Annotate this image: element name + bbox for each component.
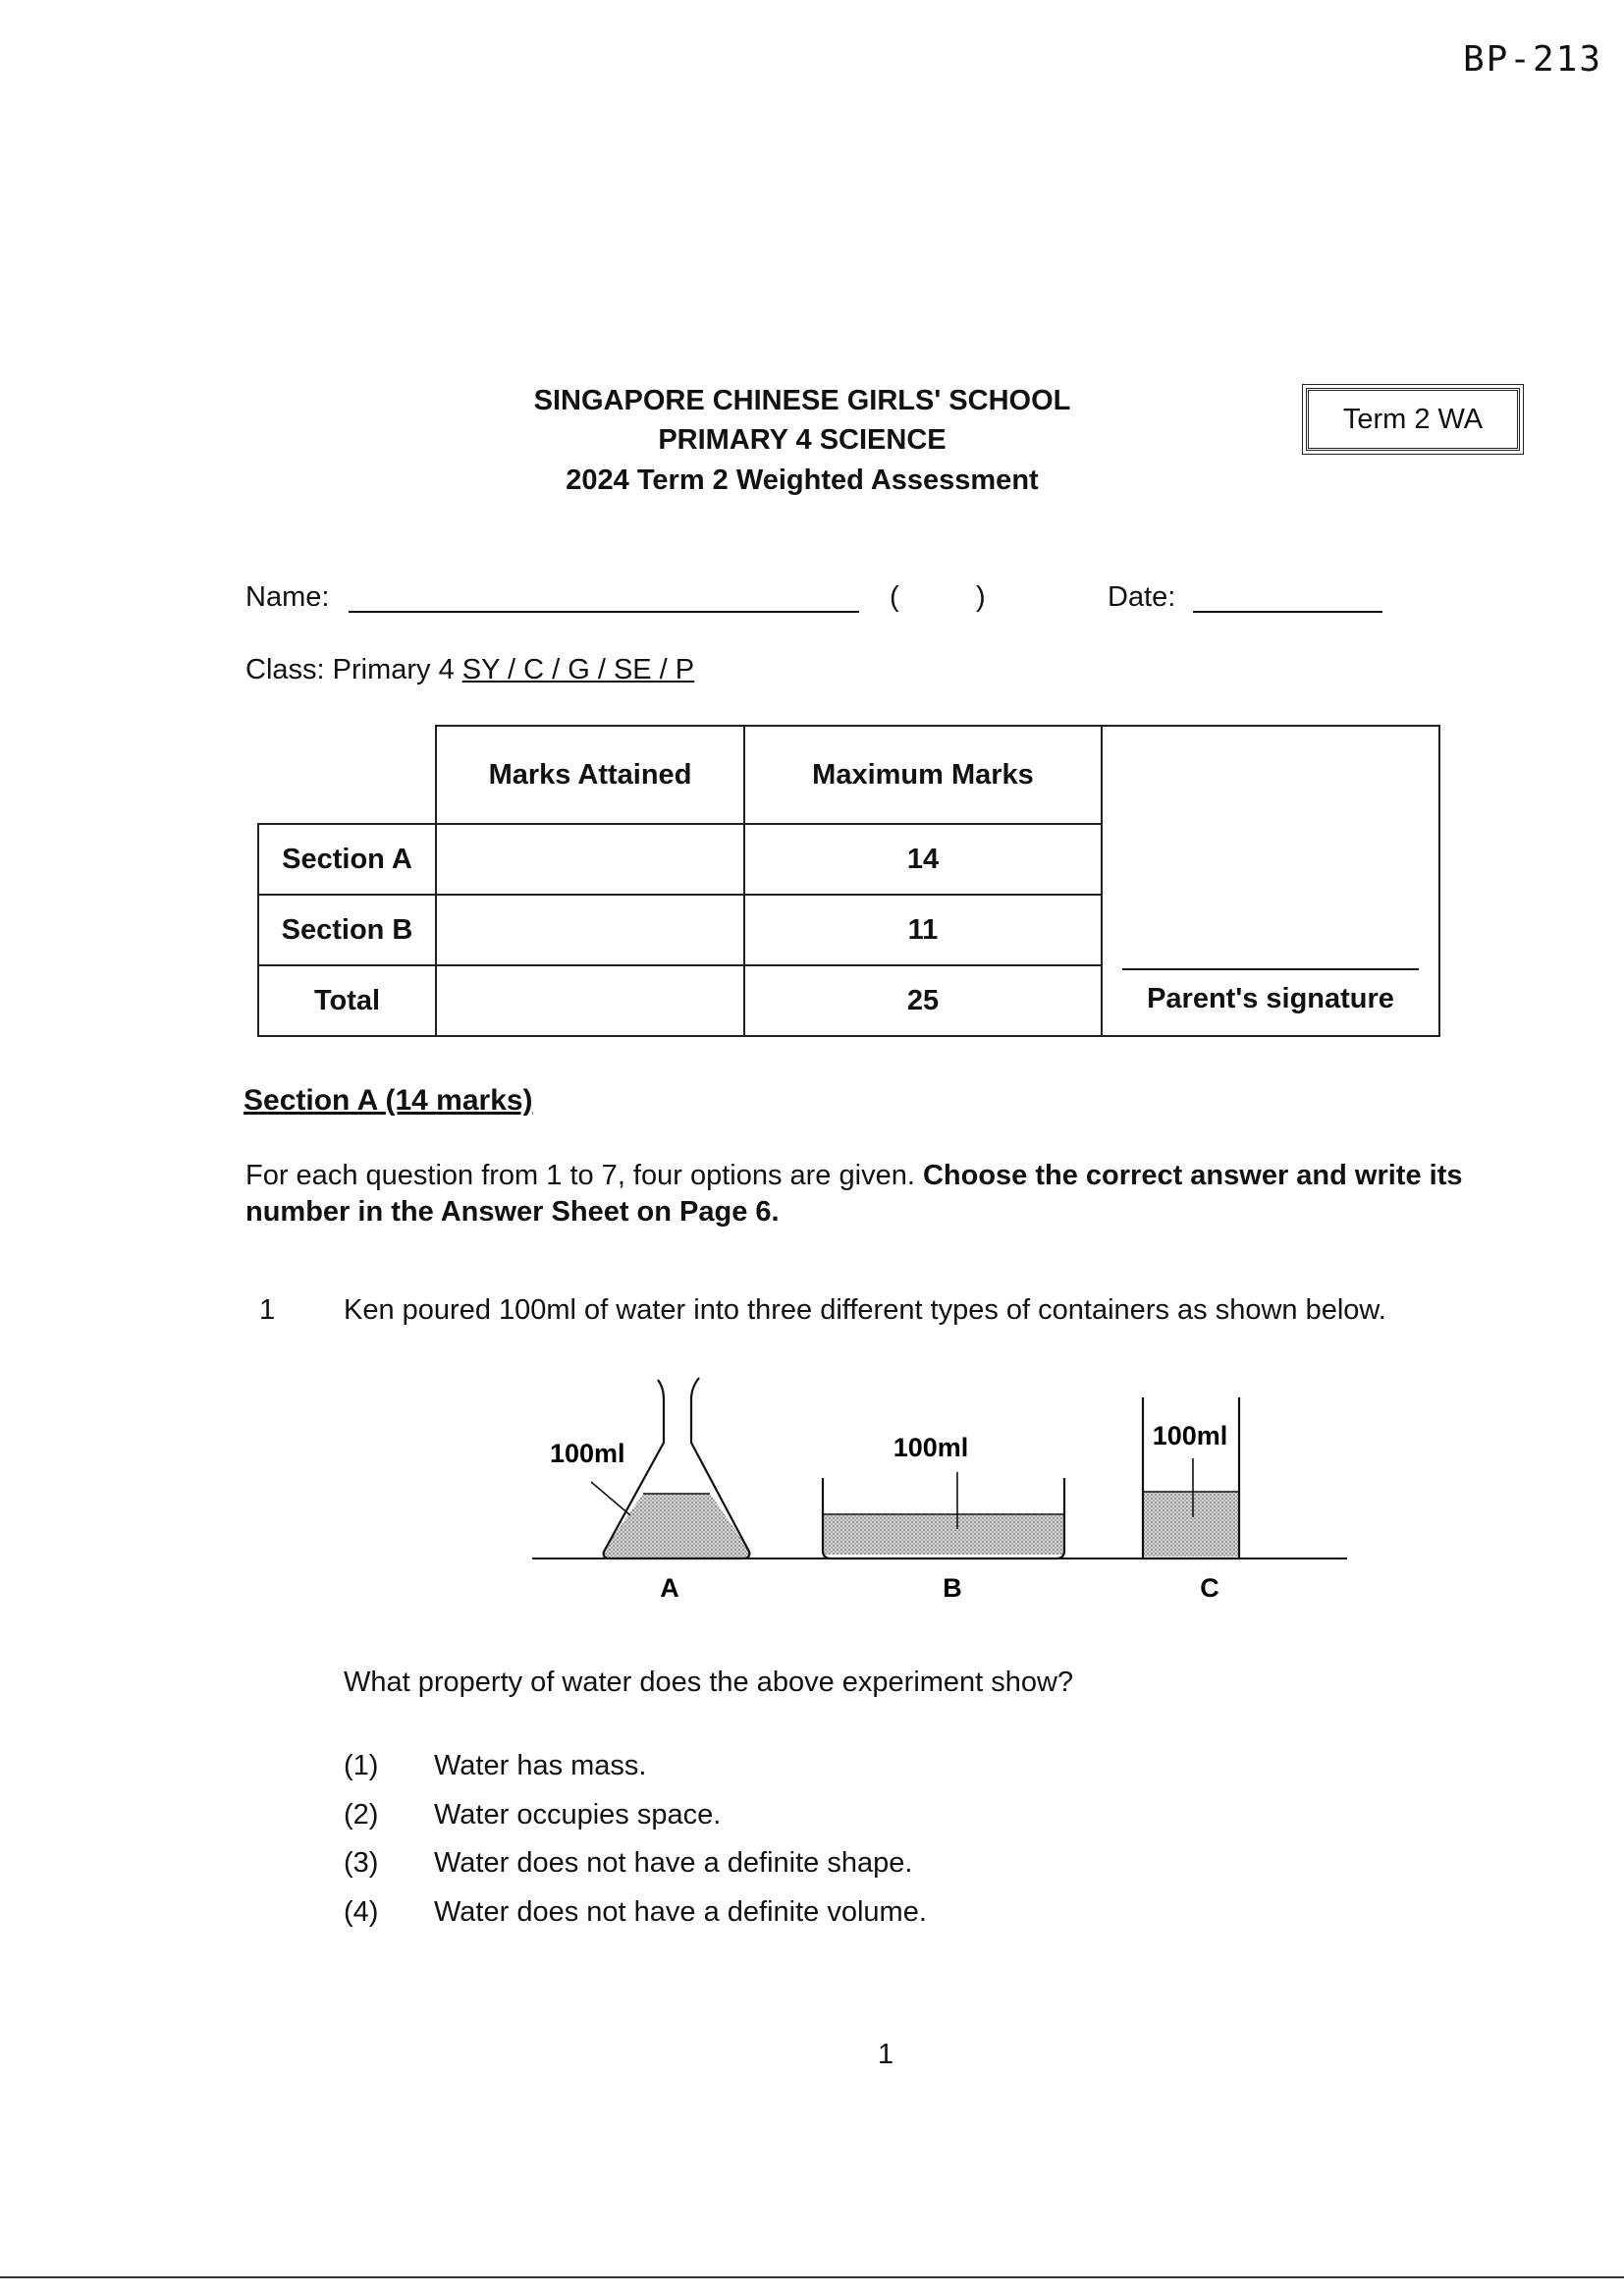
container-label-a: A: [660, 1573, 679, 1603]
beaker-c: [1143, 1397, 1239, 1603]
signature-box[interactable]: [1102, 726, 1439, 1036]
header-marks-attained: Marks Attained: [436, 726, 744, 824]
marks-table: [257, 725, 1440, 1037]
row-label: Section B: [258, 895, 436, 965]
section-a-title: Section A (14 marks): [244, 1084, 533, 1117]
question-text: Ken poured 100ml of water into three different types of containers as shown below.: [344, 1294, 1386, 1326]
option-3-number: (3): [344, 1847, 379, 1879]
option-4-text: Water does not have a definite volume.: [434, 1896, 927, 1928]
header-maximum-marks: Maximum Marks: [744, 726, 1102, 824]
page-number: 1: [878, 2039, 894, 2070]
class-line: [245, 654, 694, 686]
term-tag: Term 2 WA: [1306, 388, 1520, 451]
name-field[interactable]: [349, 611, 859, 613]
container-label-b: B: [943, 1573, 962, 1603]
signature-label: Parent's signature: [1147, 983, 1394, 1014]
row-label: Total: [258, 965, 436, 1036]
maximum-marks-cell: 11: [744, 895, 1102, 965]
container-label-c: C: [1200, 1573, 1219, 1603]
signature-line: [1122, 968, 1419, 970]
date-label: Date:: [1108, 581, 1176, 613]
containers-diagram: [491, 1360, 1355, 1606]
option-2-text: Water occupies space.: [434, 1799, 722, 1831]
document-code: BP-213: [1462, 39, 1602, 80]
dish-b: [823, 1433, 1064, 1603]
register-paren-close: ): [976, 581, 986, 613]
register-number-field[interactable]: [913, 581, 972, 615]
maximum-marks-cell: 14: [744, 824, 1102, 895]
maximum-marks-cell: 25: [744, 965, 1102, 1036]
subject-title: PRIMARY 4 SCIENCE: [658, 424, 947, 456]
scan-edge-line: [0, 2276, 1624, 2278]
flask-pointer: [591, 1482, 630, 1515]
class-options: SY / C / G / SE / P: [461, 654, 695, 685]
beaker-water: [1143, 1492, 1239, 1557]
date-field[interactable]: [1193, 611, 1382, 613]
instruction-plain: For each question from 1 to 7, four options are given.: [245, 1160, 923, 1191]
marks-attained-cell[interactable]: [436, 965, 744, 1036]
option-1-text: Water has mass.: [434, 1750, 647, 1781]
name-label: Name:: [245, 581, 330, 613]
volume-label-c: 100ml: [1152, 1421, 1228, 1450]
volume-label-b: 100ml: [893, 1433, 969, 1462]
dish-water: [823, 1514, 1064, 1555]
option-1-number: (1): [344, 1750, 379, 1781]
flask-water: [602, 1494, 751, 1558]
option-4-number: (4): [344, 1896, 379, 1928]
row-label: Section A: [258, 824, 436, 895]
option-2-number: (2): [344, 1799, 379, 1831]
question-prompt: What property of water does the above experiment show?: [344, 1667, 1074, 1698]
instruction-bold: Choose the correct answer and write its number in the Answer Sheet on Page 6.: [245, 1160, 1463, 1228]
volume-label-a: 100ml: [550, 1439, 625, 1468]
assessment-title: 2024 Term 2 Weighted Assessment: [566, 465, 1039, 496]
class-label: Class: Primary 4: [245, 654, 462, 685]
option-3-text: Water does not have a definite shape.: [434, 1847, 913, 1879]
register-paren-open: (: [890, 581, 899, 613]
school-name: SINGAPORE CHINESE GIRLS' SCHOOL: [533, 385, 1071, 416]
flask-a: [550, 1378, 751, 1603]
table-corner: [258, 726, 436, 824]
question-number: 1: [259, 1294, 276, 1326]
marks-attained-cell[interactable]: [436, 824, 744, 895]
section-a-instruction: [245, 1158, 1512, 1230]
marks-attained-cell[interactable]: [436, 895, 744, 965]
